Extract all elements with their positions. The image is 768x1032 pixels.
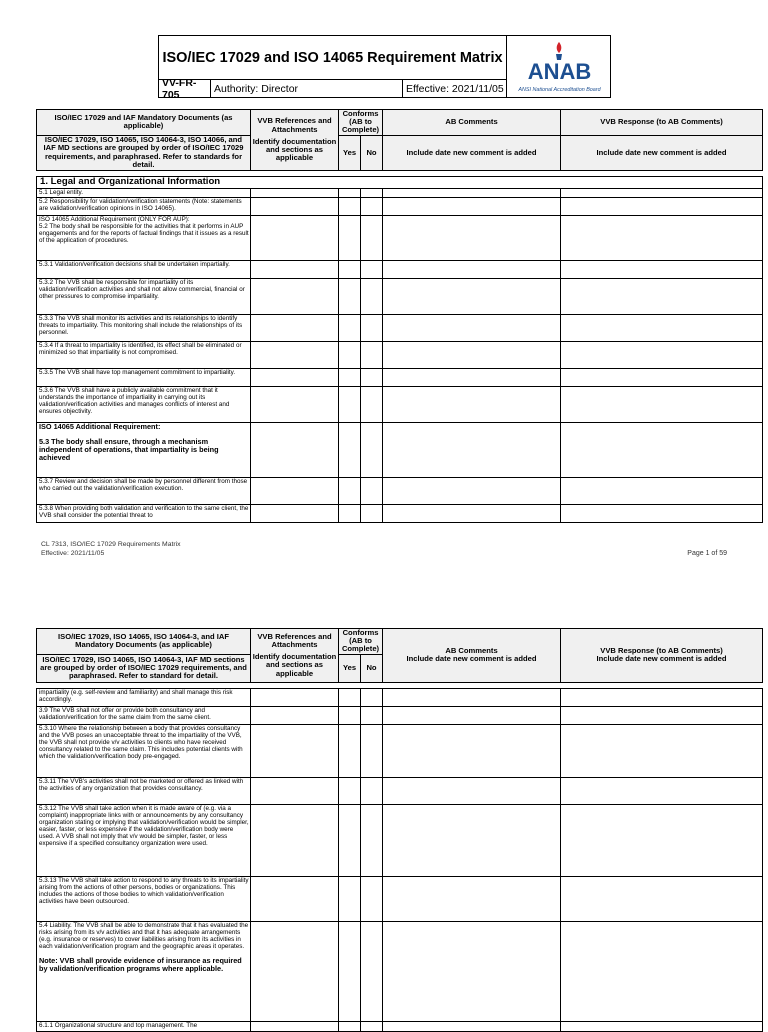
conforms-no-cell[interactable] [361,215,383,260]
requirement-text: 5.3.8 When providing both validation and verification to the same client, the VVB shall consider the potential threat to [37,504,251,522]
requirement-body: 5.4 Liability. The VVB shall be able to demonstrate that it has evaluated the risks arising from its v/v activities and that it has adequate arrangements (e.g. insurance or reserves) to cover liabilities arising from its activities in each validation/verification program and the geographic areas it operates. [39,921,249,950]
col-vvb-references-header: VVB References and Attachments Identify documentation and sections as applicable [251,629,339,683]
vvb-response-cell[interactable] [561,278,763,314]
conforms-no-cell[interactable] [361,278,383,314]
vvb-response-cell[interactable] [561,921,763,1021]
requirement-text: 5.1 Legal entity. [37,188,251,197]
conforms-yes-cell[interactable] [339,876,361,921]
logo-subtext: ANSI National Accreditation Board [518,87,601,93]
ab-comments-cell[interactable] [383,706,561,724]
conforms-yes-cell[interactable] [339,278,361,314]
vvb-response-cell[interactable] [561,341,763,368]
vvb-references-cell[interactable] [251,804,339,876]
conforms-no-cell[interactable] [361,386,383,422]
requirement-text: 3.9 The VVB shall not offer or provide both consultancy and validation/verification for the same claim from the same client. [37,706,251,724]
conforms-yes-cell[interactable] [339,804,361,876]
conforms-yes-cell[interactable] [339,314,361,341]
conforms-no-cell[interactable] [361,876,383,921]
vvb-response-cell[interactable] [561,777,763,804]
vvb-references-cell[interactable] [251,777,339,804]
table-row [37,368,763,386]
vvb-references-cell[interactable] [251,422,339,477]
conforms-yes-cell[interactable] [339,921,361,1021]
conforms-no-cell[interactable] [361,422,383,477]
table-row [37,504,763,522]
vvb-references-cell[interactable] [251,688,339,706]
table-row [37,688,763,706]
vvb-response-cell[interactable] [561,876,763,921]
conforms-yes-cell[interactable] [339,422,361,477]
conforms-no-cell[interactable] [361,504,383,522]
conforms-no-cell[interactable] [361,724,383,777]
col-yes-header: Yes [339,135,361,170]
conforms-yes-cell[interactable] [339,368,361,386]
ab-comments-cell[interactable] [383,422,561,477]
col-ab-comments-header: AB Comments Include date new comment is added [383,629,561,683]
ab-comments-cell[interactable] [383,314,561,341]
requirement-text: impartiality (e.g. self-review and familiarity) and shall manage this risk accordingly. [37,688,251,706]
vvb-references-cell[interactable] [251,278,339,314]
conforms-yes-cell[interactable] [339,215,361,260]
vvb-response-cell[interactable] [561,706,763,724]
conforms-yes-cell[interactable] [339,724,361,777]
conforms-no-cell[interactable] [361,706,383,724]
page-footer [41,541,181,558]
document-header [158,35,611,101]
authority-label: Authority: Director [211,80,403,98]
ab-comments-cell[interactable] [383,804,561,876]
ab-comments-cell[interactable] [383,188,561,197]
vvb-references-cell[interactable] [251,260,339,278]
conforms-yes-cell[interactable] [339,706,361,724]
ab-comments-cell[interactable] [383,341,561,368]
vvb-references-cell[interactable] [251,215,339,260]
ab-comments-cell[interactable] [383,504,561,522]
vvb-references-cell[interactable] [251,341,339,368]
vvb-references-cell[interactable] [251,197,339,215]
page-number: Page 1 of 59 [687,550,727,557]
requirement-text: 5.2 Responsibility for validation/verification statements (Note: statements are validation/verification opinions in ISO 14065). [37,197,251,215]
col-yes-header: Yes [339,654,361,682]
vvb-references-cell[interactable] [251,477,339,504]
requirement-text [37,422,251,477]
vvb-response-cell[interactable] [561,504,763,522]
ab-comments-cell[interactable] [383,215,561,260]
requirement-text: 5.3.2 The VVB shall be responsible for impartiality of its validation/verification activities and shall not allow commercial, financial or other pressures to compromise impartiality. [37,278,251,314]
requirement-text: 5.3.11 The VVB's activities shall not be marketed or offered as linked with the activities of any organization that provides consultancy. [37,777,251,804]
vvb-references-cell[interactable] [251,876,339,921]
col-vvb-references-header: VVB References and Attachments Identify documentation and sections as applicable [251,110,339,171]
requirement-text: 5.3.10 Where the relationship between a body that provides consultancy and the VVB poses an unacceptable threat to the impartiality of the VVB, the VVB shall not provide v/v activities to clients who have received consultancy related to the same claim. This includes potential clients with which the validation/verification body pre-engaged. [37,724,251,777]
vvb-response-cell[interactable] [561,197,763,215]
conforms-yes-cell[interactable] [339,477,361,504]
vvb-references-cell[interactable] [251,724,339,777]
conforms-yes-cell[interactable] [339,188,361,197]
ab-comments-cell[interactable] [383,777,561,804]
anab-logo [508,36,611,98]
vvb-references-cell[interactable] [251,921,339,1021]
conforms-no-cell[interactable] [361,341,383,368]
requirement-text: ISO 14065 Additional Requirement (ONLY FOR AUP): 5.2 The body shall be responsible for the activities that it performs in AUP engagements and for the reports of factual findings that it issues as a result of the application of procedures. [37,215,251,260]
vvb-response-cell[interactable] [561,724,763,777]
footer-effective: Effective: 2021/11/05 [41,549,105,557]
ab-comments-cell[interactable] [383,477,561,504]
vvb-response-cell[interactable] [561,386,763,422]
col-requirements-header: ISO/IEC 17029, ISO 14065, ISO 14064-3, and IAF Mandatory Documents (as applicable) [37,629,251,655]
section-heading: 1. Legal and Organizational Information [37,176,763,188]
ab-comments-cell[interactable] [383,386,561,422]
conforms-yes-cell[interactable] [339,197,361,215]
col-conforms-header: Conforms (AB to Complete) [339,110,383,136]
table-row [37,278,763,314]
requirement-text [37,921,251,1021]
vvb-references-cell[interactable] [251,504,339,522]
conforms-no-cell[interactable] [361,314,383,341]
vvb-response-cell[interactable] [561,422,763,477]
col-vvb-response-header: VVB Response (to AB Comments) Include date new comment is added [561,629,763,683]
ab-comments-cell[interactable] [383,724,561,777]
conforms-no-cell[interactable] [361,477,383,504]
conforms-yes-cell[interactable] [339,341,361,368]
vvb-response-cell[interactable] [561,477,763,504]
requirement-matrix-page-2 [36,628,763,1032]
table-row [37,197,763,215]
col-no-header: No [361,135,383,170]
ab-comments-cell[interactable] [383,368,561,386]
conforms-yes-cell[interactable] [339,1021,361,1031]
table-row [37,477,763,504]
requirement-text: 5.3.7 Review and decision shall be made by personnel different from those who carried out the validation/verification execution. [37,477,251,504]
requirement-text: 5.3.6 The VVB shall have a publicly available commitment that it understands the importance of impartiality in carrying out its validation/verification activities and manages conflicts of interest and ensures objectivity. [37,386,251,422]
logo-wordmark: ANAB [527,59,592,84]
effective-date: Effective: 2021/11/05 [403,80,507,98]
vvb-references-cell[interactable] [251,368,339,386]
vvb-references-cell[interactable] [251,188,339,197]
table-row [37,876,763,921]
conforms-yes-cell[interactable] [339,688,361,706]
vvb-response-cell[interactable] [561,368,763,386]
requirement-text: 5.3.3 The VVB shall monitor its activities and its relationships to identify threats to impartiality. This monitoring shall include the relationships of its personnel. [37,314,251,341]
conforms-yes-cell[interactable] [339,260,361,278]
vvb-response-cell[interactable] [561,188,763,197]
ab-comments-cell[interactable] [383,921,561,1021]
vvb-response-cell[interactable] [561,804,763,876]
requirement-text: 5.3.13 The VVB shall take action to respond to any threats to its impartiality arising from the actions of other persons, bodies or organizations. This includes the actions of those bodies to which validation/verification activities have been outsourced. [37,876,251,921]
requirement-text: 5.3.12 The VVB shall take action when it is made aware of (e.g. via a complaint) inappropriate links with or announcements by any consultancy organization stating or implying that validation/verification would be simpler, easier, faster, or less expensive if the validation/verification body were used. A VVB shall not imply that v/v would be simpler, faster, or less expensive if a specified consultancy organization were used. [37,804,251,876]
vvb-response-cell[interactable] [561,1021,763,1031]
conforms-no-cell[interactable] [361,804,383,876]
requirement-text: 5.3.1 Validation/verification decisions shall be undertaken impartially. [37,260,251,278]
conforms-no-cell[interactable] [361,368,383,386]
form-code: VV-FR-705 [159,80,211,98]
conforms-no-cell[interactable] [361,921,383,1021]
footer-doc-title: CL 7313, ISO/IEC 17029 Requirements Matrix [41,541,181,548]
vvb-response-cell[interactable] [561,688,763,706]
conforms-no-cell[interactable] [361,260,383,278]
ab-comments-cell[interactable] [383,197,561,215]
conforms-yes-cell[interactable] [339,777,361,804]
table-row [37,386,763,422]
table-row [37,314,763,341]
ab-comments-cell[interactable] [383,688,561,706]
ab-comments-cell[interactable] [383,278,561,314]
ab-comments-cell[interactable] [383,876,561,921]
table-row [37,260,763,278]
requirement-text: 6.1.1 Organizational structure and top management. The [37,1021,251,1031]
vvb-response-cell[interactable] [561,314,763,341]
table-row [37,706,763,724]
conforms-no-cell[interactable] [361,1021,383,1031]
conforms-no-cell[interactable] [361,777,383,804]
table-row [37,921,763,1021]
vvb-references-cell[interactable] [251,314,339,341]
table-row [37,188,763,197]
conforms-no-cell[interactable] [361,688,383,706]
vvb-response-cell[interactable] [561,215,763,260]
vvb-references-cell[interactable] [251,706,339,724]
table-row [37,804,763,876]
requirement-text: 5.3.5 The VVB shall have top management commitment to impartiality. [37,368,251,386]
document-title: ISO/IEC 17029 and ISO 14065 Requirement Matrix [159,36,507,80]
table-row [37,422,763,477]
requirement-bold-note: Note: VVB shall provide evidence of insurance as required by validation/verification programs where applicable. [39,955,242,973]
col-vvb-response-subheader: Include date new comment is added [561,135,763,170]
conforms-no-cell[interactable] [361,188,383,197]
vvb-references-cell[interactable] [251,1021,339,1031]
vvb-references-cell[interactable] [251,386,339,422]
col-ab-comments-header: AB Comments [383,110,561,136]
table-row [37,724,763,777]
conforms-yes-cell[interactable] [339,504,361,522]
col-requirements-subheader: ISO/IEC 17029, ISO 14065, ISO 14064-3, ISO 14066, and IAF MD sections are grouped by order of ISO/IEC 17029 requirements, and paraphrased. Refer to standards for detail. [37,135,251,170]
col-requirements-subheader: ISO/IEC 17029, ISO 14065, ISO 14064-3, IAF MD sections are grouped by order of ISO/IEC 17029 requirements, and paraphrased. Refer to standard for detail. [37,654,251,682]
col-requirements-header: ISO/IEC 17029 and IAF Mandatory Documents (as applicable) [37,110,251,136]
conforms-yes-cell[interactable] [339,386,361,422]
col-no-header: No [361,654,383,682]
col-conforms-header: Conforms (AB to Complete) [339,629,383,655]
table-row [37,341,763,368]
vvb-response-cell[interactable] [561,260,763,278]
ab-comments-cell[interactable] [383,1021,561,1031]
requirement-bold-title: ISO 14065 Additional Requirement: [39,422,161,431]
col-vvb-response-header: VVB Response (to AB Comments) [561,110,763,136]
requirement-bold-body: 5.3 The body shall ensure, through a mechanism independent of operations, that impartiality is being achieved [39,436,219,462]
table-row [37,215,763,260]
conforms-no-cell[interactable] [361,197,383,215]
table-row [37,777,763,804]
ab-comments-cell[interactable] [383,260,561,278]
table-row [37,1021,763,1031]
col-ab-comments-subheader: Include date new comment is added [383,135,561,170]
requirement-matrix-page-1 [36,109,763,523]
requirement-text: 5.3.4 If a threat to impartiality is identified, its effect shall be eliminated or minimized so that impartiality is not compromised. [37,341,251,368]
